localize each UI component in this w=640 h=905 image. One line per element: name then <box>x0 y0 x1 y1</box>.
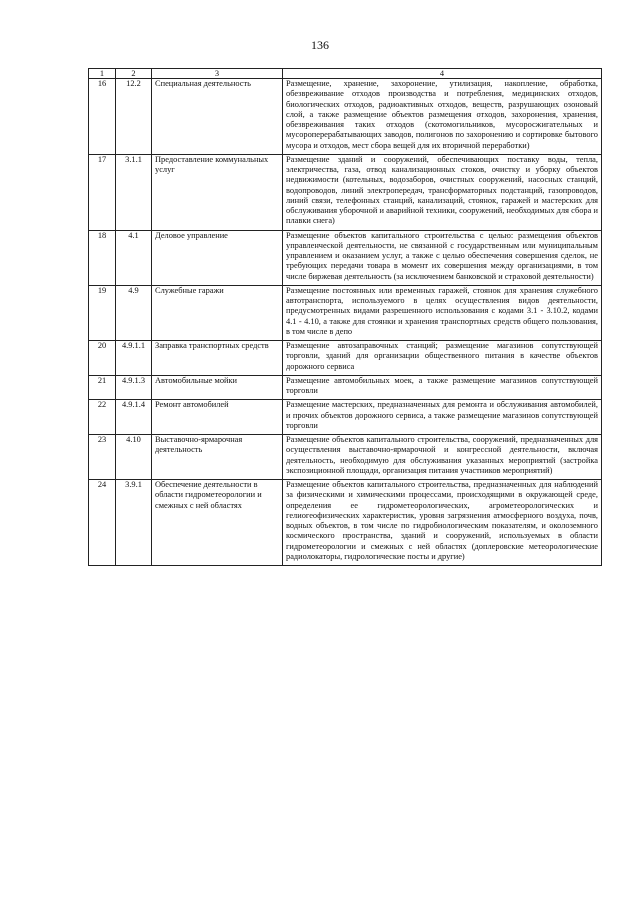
row-number: 18 <box>89 230 116 285</box>
table-header-row <box>89 69 602 79</box>
table-row <box>89 285 602 340</box>
row-code: 4.1 <box>116 230 152 285</box>
row-name: Специальная деятельность <box>152 79 283 155</box>
table-row <box>89 400 602 435</box>
table-row <box>89 230 602 285</box>
row-number: 19 <box>89 285 116 340</box>
row-code: 4.9.1.4 <box>116 400 152 435</box>
table-row <box>89 435 602 480</box>
row-name: Выставочно-ярмарочная деятельность <box>152 435 283 480</box>
row-name: Ремонт автомобилей <box>152 400 283 435</box>
row-code: 3.1.1 <box>116 154 152 230</box>
row-name: Служебные гаражи <box>152 285 283 340</box>
row-code: 3.9.1 <box>116 480 152 566</box>
row-name: Деловое управление <box>152 230 283 285</box>
row-name: Заправка транспортных средств <box>152 341 283 376</box>
row-code: 12.2 <box>116 79 152 155</box>
table-row <box>89 154 602 230</box>
table-row <box>89 79 602 155</box>
table-row <box>89 480 602 566</box>
header-col-3: 3 <box>152 69 283 79</box>
row-description: Размещение, хранение, захоронение, утилизация, накопление, обработка, обезвреживание отходов производства и потребления, медицинских отходов, биологических отходов, радиоактивных отходов, веществ, разрушающих озоновый слой, а также размещение объектов размещения отходов, захоронения, хранения, обезвреживания таких отходов (скотомогильников, мусоросжигательных и мусороперерабатывающих заводов, полигонов по захоронению и сортировке бытового мусора и отходов, мест сбора вещей для их вторичной переработки) <box>283 79 602 155</box>
row-description: Размещение автозаправочных станций; размещение магазинов сопутствующей торговли, зданий для организации общественного питания в качестве объектов дорожного сервиса <box>283 341 602 376</box>
row-description: Размещение мастерских, предназначенных для ремонта и обслуживания автомобилей, и прочих объектов дорожного сервиса, а также размещение магазинов сопутствующей торговли <box>283 400 602 435</box>
row-code: 4.9.1.3 <box>116 375 152 400</box>
row-description: Размещение постоянных или временных гаражей, стоянок для хранения служебного автотранспорта, используемого в целях осуществления видов деятельности, предусмотренных видами разрешенного использования с кодами 3.1 - 3.10.2, кодами 4.1 - 4.10, а также для стоянки и хранения транспортных средств общего пользования, в том числе в депо <box>283 285 602 340</box>
row-number: 23 <box>89 435 116 480</box>
row-description: Размещение автомобильных моек, а также размещение магазинов сопутствующей торговли <box>283 375 602 400</box>
row-name: Обеспечение деятельности в области гидрометеорологии и смежных с ней областях <box>152 480 283 566</box>
row-number: 21 <box>89 375 116 400</box>
header-col-1: 1 <box>89 69 116 79</box>
row-description: Размещение объектов капитального строительства, предназначенных для наблюдений за физическими и химическими процессами, происходящими в окружающей среде, определения ее гидрометеорологических, агрометеорологических и гелиогеофизических характеристик, уровня загрязнения атмосферного воздуха, почв, водных объектов, в том числе по гидробиологическим показателям, и околоземного космического пространства, зданий и сооружений, используемых в области гидрометеорологии и смежных с ней областях (доплеровские метеорологические радиолокаторы, гидрологические посты и другие) <box>283 480 602 566</box>
row-number: 24 <box>89 480 116 566</box>
row-name: Автомобильные мойки <box>152 375 283 400</box>
row-number: 16 <box>89 79 116 155</box>
row-code: 4.10 <box>116 435 152 480</box>
row-description: Размещение объектов капитального строительства с целью: размещения объектов управленческой деятельности, не связанной с государственным или муниципальным управлением и оказанием услуг, а также с целью обеспечения совершения сделок, не требующих передачи товара в момент их совершения между организациями, в том числе биржевая деятельность (за исключением банковской и страховой деятельности) <box>283 230 602 285</box>
row-number: 17 <box>89 154 116 230</box>
row-name: Предоставление коммунальных услуг <box>152 154 283 230</box>
land-use-table <box>88 68 602 566</box>
row-description: Размещение объектов капитального строительства, сооружений, предназначенных для осуществления выставочно-ярмарочной и конгрессной деятельности, включая деятельность, необходимую для обслуживания указанных мероприятий (застройка экспозиционной площади, организация питания участников мероприятий) <box>283 435 602 480</box>
row-code: 4.9.1.1 <box>116 341 152 376</box>
page-number: 136 <box>311 38 329 52</box>
header-col-4: 4 <box>283 69 602 79</box>
row-code: 4.9 <box>116 285 152 340</box>
header-col-2: 2 <box>116 69 152 79</box>
table-row <box>89 375 602 400</box>
row-number: 20 <box>89 341 116 376</box>
row-description: Размещение зданий и сооружений, обеспечивающих поставку воды, тепла, электричества, газа, отвод канализационных стоков, очистку и уборку объектов недвижимости (котельных, водозаборов, очистных сооружений, насосных станций, водопроводов, линий электропередач, трансформаторных подстанций, газопроводов, линий связи, телефонных станций, канализаций, стоянок, гаражей и мастерских для обслуживания уборочной и аварийной техники, сооружений, необходимых для сбора и плавки снега) <box>283 154 602 230</box>
table-row <box>89 341 602 376</box>
row-number: 22 <box>89 400 116 435</box>
